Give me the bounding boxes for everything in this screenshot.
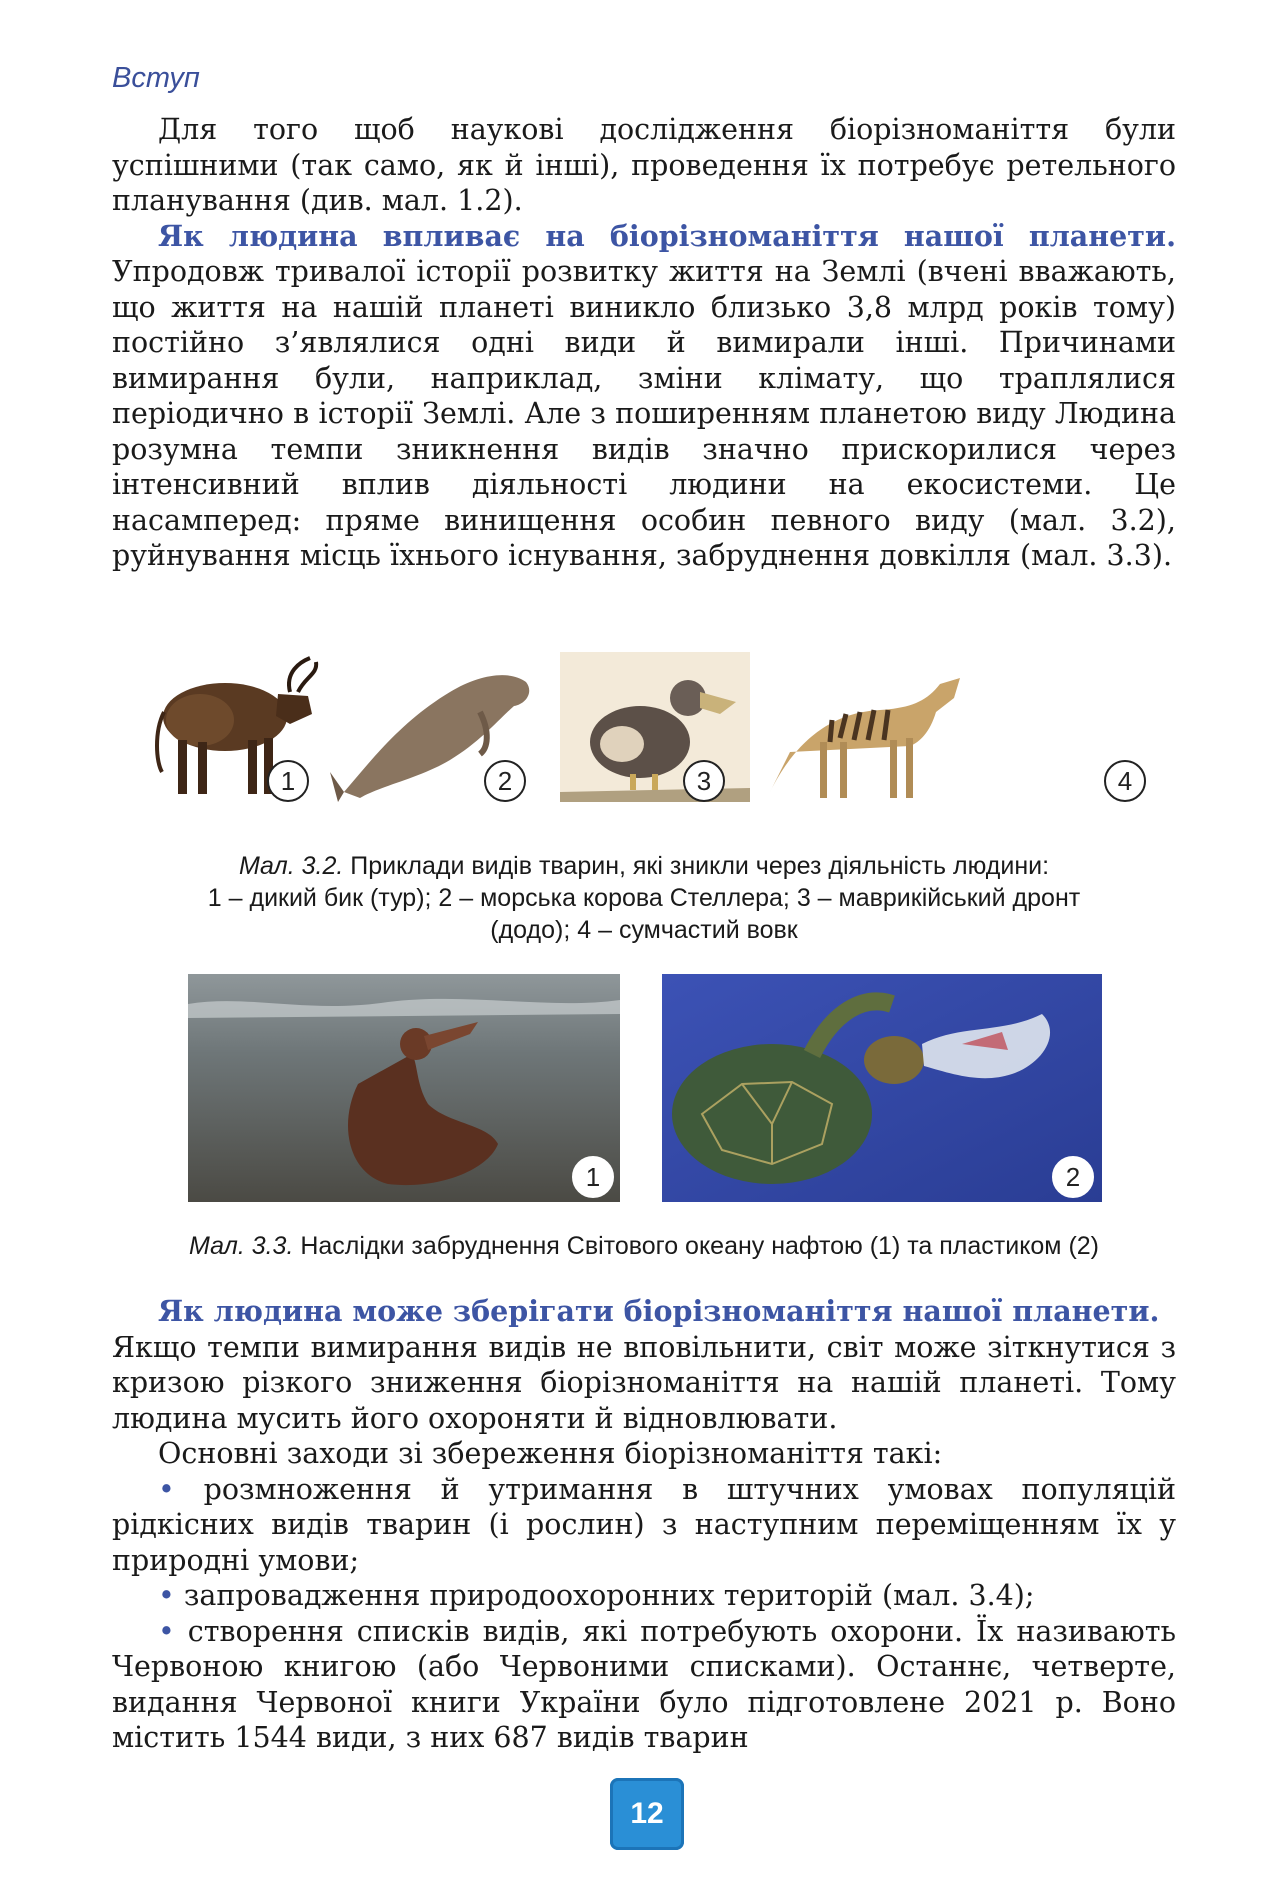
list-item: • створення списків видів, які потребують охорони. Їх називають Червоною книгою (або Червоними списками). Останнє, четверте, видання Червоної книги України було підготовлене 2021 р. Воно містить 1544 види, з них 687 видів тварин xyxy=(112,1614,1176,1754)
turtle-plastic-image xyxy=(662,974,1102,1202)
list-item: • розмноження й утримання в штучних умовах популяцій рідкісних видів тварин (і рослин) з наступним переміщенням їх у природні умови; xyxy=(112,1472,1176,1577)
oiled-pelican-photo xyxy=(188,974,620,1202)
intro-text-block xyxy=(112,112,1176,574)
figure-3-2-badge-3: 3 xyxy=(683,760,725,802)
oiled-pelican-image xyxy=(188,974,620,1202)
heading-conservation: Як людина може зберігати біорізноманіття нашої планети. xyxy=(158,1294,1160,1328)
figure-3-2-caption: Мал. 3.2. Приклади видів тварин, які зникли через діяльність людини: 1 – дикий бик (тур); 2 – морська корова Стеллера; 3 – маврикійський дронт (додо); 4 – сумчастий вовк xyxy=(207,852,1081,944)
figure-3-2-badge-1: 1 xyxy=(267,760,309,802)
figure-3-2-badge-2: 2 xyxy=(484,760,526,802)
bullet-icon: • xyxy=(158,1472,175,1506)
paragraph-measures: Основні заходи зі збереження біорізноманіття такі: xyxy=(158,1437,943,1470)
paragraph-planning: Для того щоб наукові дослідження біорізноманіття були успішними (так само, як й інші), проведення їх потребує ретельного планування (див. мал. 1.2). xyxy=(112,113,1176,217)
thylacine-image xyxy=(750,642,970,812)
section-label: Вступ xyxy=(112,62,200,94)
figure-3-3-badge-2: 2 xyxy=(1052,1156,1094,1198)
bullet-icon: • xyxy=(158,1614,175,1648)
paragraph-human-impact: Як людина впливає на біорізноманіття нашої планети. Упродовж тривалої історії розвитку життя на Землі (вчені вважають, що життя на нашій планеті виникло близько 3,8 млрд років тому) постійно з’являлися одні види й вимирали інші. Причинами вимирання були, наприклад, зміни клімату, що траплялися періодично в історії Землі. Але з поширенням планетою виду Людина розумна темпи зникнення видів значно прискорилися через інтенсивний вплив діяльності людини на екосистеми. Це насамперед: пряме винищення особин певного виду (мал. 3.2), руйнування місць їхнього існування, забруднення довкілля (мал. 3.3). xyxy=(112,218,1176,572)
turtle-plastic-photo xyxy=(662,974,1102,1202)
figure-3-3-caption: Мал. 3.3. Наслідки забруднення Світового океану нафтою (1) та пластиком (2) xyxy=(188,1232,1099,1260)
conservation-text-block xyxy=(112,1294,1176,1756)
list-item: • запровадження природоохоронних територій (мал. 3.4); xyxy=(158,1579,1035,1612)
page-number: 12 xyxy=(610,1778,684,1850)
heading-human-impact: Як людина впливає на біорізноманіття нашої планети. xyxy=(158,218,1176,253)
figure-3-2-badge-4: 4 xyxy=(1104,760,1146,802)
bullet-icon: • xyxy=(158,1579,175,1612)
figure-3-3-badge-1: 1 xyxy=(572,1156,614,1198)
paragraph-crisis: Якщо темпи вимирання видів не вповільнити, світ може зіткнутися з кризою різкого зниження біорізноманіття на нашій планеті. Тому людина мусить його охороняти й відновлювати. xyxy=(112,1330,1176,1435)
paragraph-conservation xyxy=(112,1294,1176,1330)
figure-3-2 xyxy=(130,632,1176,822)
